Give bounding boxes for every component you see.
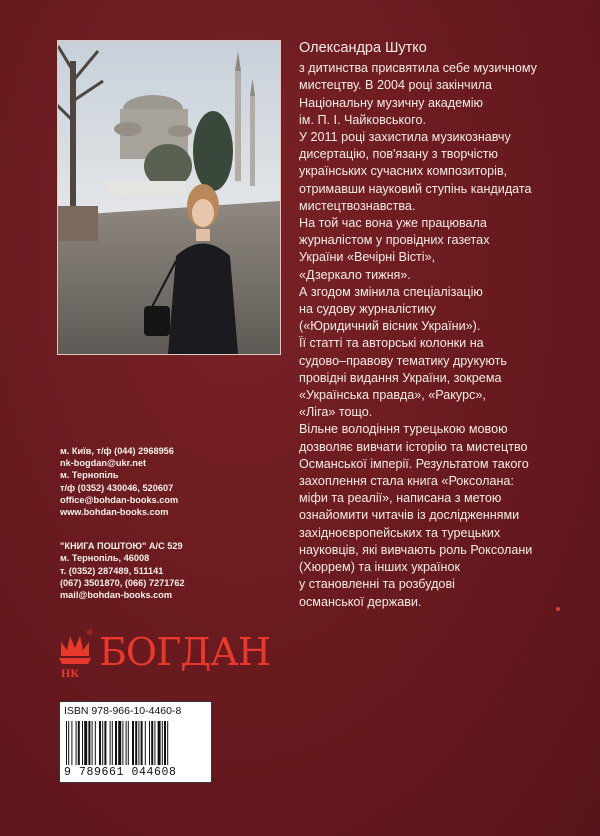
- contact-email: nk-bogdan@ukr.net: [60, 458, 147, 469]
- author-photo-illustration: [58, 41, 280, 354]
- bio-line: дозволяє вивчати історію та мистецтво: [299, 439, 528, 454]
- registered-mark: ®: [87, 628, 93, 637]
- bio-line: османської держави.: [299, 594, 422, 609]
- logo-wordmark: БОГДАН: [99, 630, 271, 674]
- bio-line: мистецтвознавства.: [299, 198, 416, 213]
- contact-line: м. Тернопіль: [60, 470, 119, 481]
- bio-line: «Дзеркало тижня».: [299, 267, 411, 282]
- bio-line: дисертацію, пов'язану з творчістю: [299, 147, 498, 162]
- contact-line: (067) 3501870, (066) 7271762: [60, 577, 185, 588]
- contact-email: office@bohdan-books.com: [60, 494, 179, 505]
- bio-line: «Ліга» тощо.: [299, 405, 373, 420]
- bio-line: захоплення стала книга «Роксолана:: [299, 474, 514, 489]
- contact-line: т. (0352) 287489, 511141: [60, 565, 164, 576]
- bio-line: на судову журналістику: [299, 302, 437, 317]
- bio-line: У 2011 році захистила музикознавчу: [299, 130, 511, 145]
- bio-line: (Хюррем) та інших українок: [299, 560, 461, 575]
- bio-line: Національну музичну академію: [299, 95, 483, 110]
- publisher-logo: [57, 628, 271, 686]
- barcode: [64, 721, 207, 765]
- isbn-barcode-box: [59, 701, 212, 783]
- contact-email: mail@bohdan-books.com: [60, 590, 173, 601]
- bio-line: у становленні та розбудові: [299, 577, 455, 592]
- bio-line: мистецтву. В 2004 році закінчила: [299, 78, 492, 93]
- bio-line: з дитинства присвятила себе музичному: [299, 61, 537, 76]
- bio-line: Османської імперії. Результатом такого: [299, 456, 529, 471]
- contact-website: www.bohdan-books.com: [60, 507, 169, 518]
- logo-initials: НК: [61, 666, 80, 680]
- isbn-label: ISBN 978-966-10-4460-8: [64, 705, 182, 717]
- publisher-contacts: [60, 445, 260, 601]
- bio-line: міфи та реалії», написана з метою: [299, 491, 502, 506]
- bio-line: журналістом у провідних газетах: [299, 233, 490, 248]
- contact-line: м. Київ, т/ф (044) 2968956: [60, 446, 174, 456]
- bio-line: «Українська правда», «Ракурс»,: [299, 388, 486, 403]
- bio-line: судово–правову тематику друкують: [299, 353, 507, 368]
- author-photo: [57, 40, 281, 355]
- mail-order-title: "КНИГА ПОШТОЮ" А/С 529: [60, 541, 183, 552]
- bio-line: українських сучасних композиторів,: [299, 164, 508, 179]
- bio-line: України «Вечірні Вісті»,: [299, 250, 436, 265]
- contact-line: м. Тернопіль, 46008: [60, 553, 150, 564]
- contact-line: т/ф (0352) 430046, 520607: [60, 482, 174, 493]
- bio-line: науковців, які вивчають роль Роксолани: [299, 542, 533, 557]
- author-biography: [299, 40, 589, 611]
- bio-line: Її статті та авторські колонки на: [299, 336, 484, 351]
- bio-line: ім. П. І. Чайковського.: [299, 112, 426, 127]
- bio-line: («Юридичний вісник України»).: [299, 319, 481, 334]
- bio-line: ознайомити читачів із дослідженнями: [299, 508, 520, 523]
- bio-line: провідні видання України, зокрема: [299, 370, 502, 385]
- bio-line: Вільне володіння турецькою мовою: [299, 422, 508, 437]
- bio-line: На той час вона уже працювала: [299, 216, 487, 231]
- bio-line: західноєвропейських та турецьких: [299, 525, 501, 540]
- author-name: Олександра Шутко: [299, 40, 427, 56]
- decorative-dot: [556, 607, 560, 611]
- bio-line: отримавши науковий ступінь кандидата: [299, 181, 532, 196]
- barcode-digits: 9 789661 044608: [64, 766, 177, 779]
- bio-line: А згодом змінила спеціалізацію: [299, 284, 483, 299]
